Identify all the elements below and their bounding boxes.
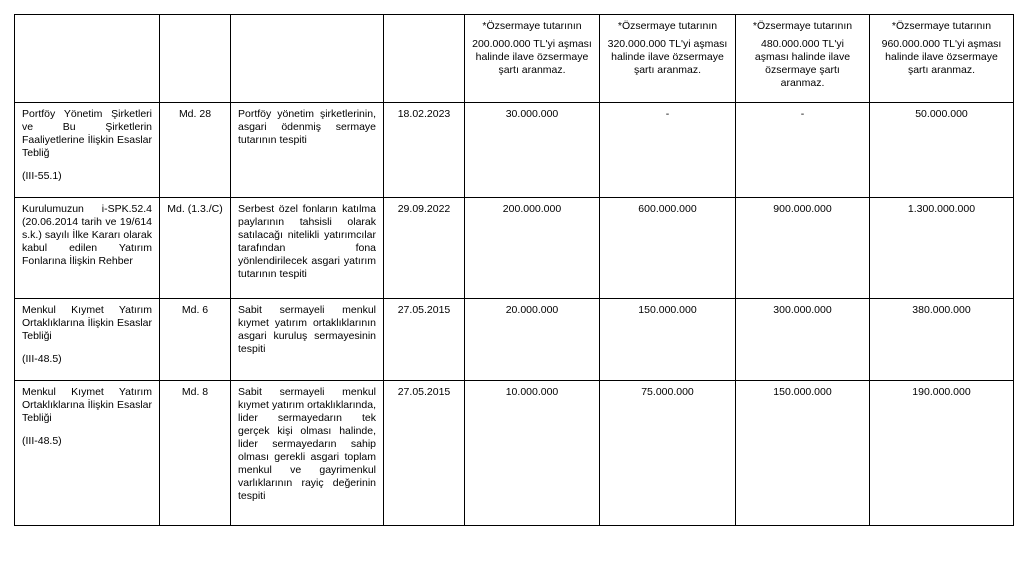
regulation-name: Portföy Yönetim Şirketleri ve Bu Şirketlerin Faaliyetlerine İlişkin Esaslar Tebliğ — [22, 108, 152, 159]
amount-cell: - — [600, 103, 736, 198]
header-cell-threshold — [870, 15, 1014, 103]
regulation-note: (III-48.5) — [22, 435, 62, 447]
header-cell-empty — [384, 15, 465, 103]
amount-cell: 300.000.000 — [736, 299, 870, 381]
amount-cell: 200.000.000 — [465, 198, 600, 299]
header-text: 480.000.000 TL'yi aşması halinde ilave özsermaye şartı aranmaz. — [754, 38, 851, 89]
regulation-cell — [15, 103, 160, 198]
amount-cell: 30.000.000 — [465, 103, 600, 198]
header-text: 200.000.000 TL'yi aşması halinde ilave özsermaye şartı aranmaz. — [472, 38, 592, 76]
subject-cell: Portföy yönetim şirketlerinin, asgari ödenmiş sermaye tutarının tespiti — [231, 103, 384, 198]
subject-cell: Sabit sermayeli menkul kıymet yatırım ortaklıklarının asgari kuruluş sermayesinin tespiti — [231, 299, 384, 381]
amount-cell: 150.000.000 — [736, 381, 870, 526]
header-cell-threshold — [465, 15, 600, 103]
regulation-cell — [15, 381, 160, 526]
amount-cell: 600.000.000 — [600, 198, 736, 299]
amount-cell: 75.000.000 — [600, 381, 736, 526]
regulation-name: Kurulumuzun i-SPK.52.4 (20.06.2014 tarih ve 19/614 s.k.) sayılı İlke Kararı olarak kabul edilen Yatırım Fonlarına İlişkin Rehber — [22, 203, 152, 267]
header-title: *Özsermaye tutarının — [482, 20, 582, 32]
regulation-cell — [15, 299, 160, 381]
table-row — [15, 381, 1014, 526]
date-cell: 18.02.2023 — [384, 103, 465, 198]
subject-cell: Sabit sermayeli menkul kıymet yatırım ortaklıklarında, lider sermayedarın tek gerçek kişi olması halinde, lider sermayedarın sahip olması gerekli asgari toplam menkul ve gayrimenkul varlıklarının rayiç değerinin tespiti — [231, 381, 384, 526]
regulation-table — [14, 14, 1014, 526]
amount-cell: 10.000.000 — [465, 381, 600, 526]
regulation-note: (III-55.1) — [22, 170, 62, 182]
regulation-name: Menkul Kıymet Yatırım Ortaklıklarına İlişkin Esaslar Tebliği — [22, 386, 152, 424]
header-text: 320.000.000 TL'yi aşması halinde ilave özsermaye şartı aranmaz. — [607, 38, 728, 76]
header-cell-empty — [160, 15, 231, 103]
amount-cell: 20.000.000 — [465, 299, 600, 381]
date-cell: 27.05.2015 — [384, 381, 465, 526]
article-cell: Md. 8 — [160, 381, 231, 526]
header-title: *Özsermaye tutarının — [752, 20, 853, 32]
article-cell: Md. (1.3./C) — [160, 198, 231, 299]
amount-cell: 1.300.000.000 — [870, 198, 1014, 299]
regulation-name: Menkul Kıymet Yatırım Ortaklıklarına İlişkin Esaslar Tebliği — [22, 304, 152, 342]
date-cell: 29.09.2022 — [384, 198, 465, 299]
header-cell-threshold — [600, 15, 736, 103]
amount-cell: 380.000.000 — [870, 299, 1014, 381]
amount-cell: 150.000.000 — [600, 299, 736, 381]
table-row — [15, 198, 1014, 299]
article-cell: Md. 6 — [160, 299, 231, 381]
amount-cell: 50.000.000 — [870, 103, 1014, 198]
header-title: *Özsermaye tutarının — [617, 20, 718, 32]
regulation-cell — [15, 198, 160, 299]
table-row — [15, 103, 1014, 198]
amount-cell: 900.000.000 — [736, 198, 870, 299]
date-cell: 27.05.2015 — [384, 299, 465, 381]
amount-cell: 190.000.000 — [870, 381, 1014, 526]
header-cell-empty — [15, 15, 160, 103]
header-row — [15, 15, 1014, 103]
article-cell: Md. 28 — [160, 103, 231, 198]
header-cell-threshold — [736, 15, 870, 103]
regulation-note: (III-48.5) — [22, 353, 62, 365]
header-title: *Özsermaye tutarının — [891, 20, 992, 32]
amount-cell: - — [736, 103, 870, 198]
header-cell-empty — [231, 15, 384, 103]
table-row — [15, 299, 1014, 381]
header-text: 960.000.000 TL'yi aşması halinde ilave özsermaye şartı aranmaz. — [881, 38, 1002, 76]
subject-cell: Serbest özel fonların katılma paylarının tahsisli olarak satılacağı nitelikli yatırımcılar tarafından fona yönlendirilecek asgari yatırım tutarının tespiti — [231, 198, 384, 299]
